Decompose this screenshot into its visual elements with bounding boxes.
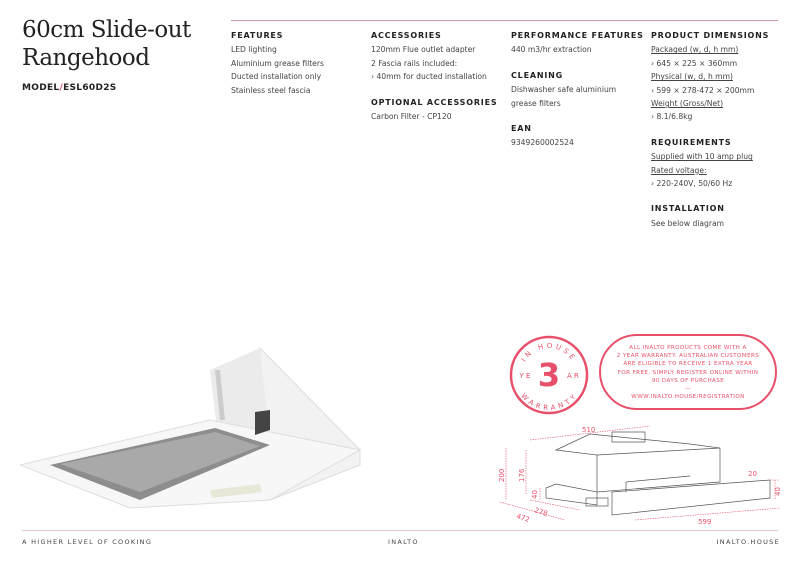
footer-tagline: A HIGHER LEVEL OF COOKING <box>22 538 153 546</box>
stamp-top-text: IN HOUSE <box>520 341 578 364</box>
weight-value: › 8.1/6.8kg <box>651 112 693 122</box>
feature-item: Ducted installation only <box>231 72 322 82</box>
packaged-label: Packaged (w, d, h mm) <box>651 45 739 55</box>
stamp-right-text: A R <box>567 372 579 380</box>
dim-510: 510 <box>582 426 596 434</box>
feature-item: Stainless steel fascia <box>231 85 311 95</box>
model-label: MODEL <box>22 83 60 93</box>
dim-176: 176 <box>518 468 526 482</box>
voltage-label: Rated voltage: <box>651 165 707 175</box>
model-number <box>22 83 117 93</box>
dimensions-heading: PRODUCT DIMENSIONS <box>651 31 770 40</box>
accessory-item: 2 Fascia rails included: <box>371 58 458 68</box>
performance-section <box>511 29 644 150</box>
model-separator: / <box>59 83 64 93</box>
rangehood-product-image <box>20 340 365 515</box>
warranty-line: FOR FREE, SIMPLY REGISTER ONLINE WITHIN <box>617 369 759 376</box>
optional-accessory-item: Carbon Filter - CP120 <box>371 112 452 122</box>
dimensions-section <box>651 29 769 230</box>
warranty-url[interactable]: WWW.INALTO.HOUSE/REGISTRATION <box>631 394 745 401</box>
plug-text: Supplied with 10 amp plug <box>651 152 753 162</box>
footer-logo: INALTO <box>388 538 419 546</box>
requirements-heading: REQUIREMENTS <box>651 137 732 147</box>
accessory-item: 120mm Flue outlet adapter <box>371 45 476 55</box>
feature-item: Aluminium grease filters <box>231 58 324 68</box>
ean-value: 9349260002524 <box>511 138 574 148</box>
cleaning-item: grease filters <box>511 98 561 108</box>
physical-label: Physical (w, d, h mm) <box>651 72 733 82</box>
dim-20: 20 <box>748 470 757 478</box>
features-section <box>231 29 324 97</box>
cleaning-item: Dishwasher safe aluminium <box>511 85 617 95</box>
warranty-line: 90 DAYS OF PURCHASE <box>651 377 725 384</box>
accessories-heading: ACCESSORIES <box>371 31 442 40</box>
footer-divider <box>22 530 778 531</box>
warranty-line: 2 YEAR WARRANTY. AUSTRALIAN CUSTOMERS <box>616 353 760 360</box>
dim-278: 278 <box>533 506 549 519</box>
model-value: ESL60D2S <box>63 83 117 93</box>
footer-website[interactable]: INALTO.HOUSE <box>716 538 780 546</box>
warranty-dash: — <box>685 386 691 393</box>
optional-accessories-heading: OPTIONAL ACCESSORIES <box>371 97 498 107</box>
stamp-number: 3 <box>537 356 561 394</box>
dim-40-left: 40 <box>531 490 539 499</box>
dim-599: 599 <box>698 518 712 526</box>
performance-item: 440 m3/hr extraction <box>511 45 592 55</box>
svg-text:WARRANTY <box>519 392 579 412</box>
accessory-item: › 40mm for ducted installation <box>371 72 487 82</box>
warranty-line: ALL INALTO PRODUCTS COME WITH A <box>629 345 747 351</box>
warranty-stamp <box>508 334 590 416</box>
voltage-value: › 220-240V, 50/60 Hz <box>651 179 733 189</box>
installation-heading: INSTALLATION <box>651 204 725 214</box>
ean-heading: EAN <box>511 124 532 134</box>
packaged-value: › 645 × 225 × 360mm <box>651 58 738 68</box>
weight-label: Weight (Gross/Net) <box>651 99 724 109</box>
installation-diagram <box>490 420 802 530</box>
features-heading: FEATURES <box>231 31 284 40</box>
accessories-section <box>371 29 497 123</box>
physical-value: › 599 × 278-472 × 200mm <box>651 85 755 95</box>
performance-heading: PERFORMANCE FEATURES <box>511 31 644 40</box>
dim-200: 200 <box>498 468 506 482</box>
stamp-left-text: Y E <box>519 372 531 380</box>
warranty-line: ARE ELIGIBLE TO RECEIVE 1 EXTRA YEAR <box>623 361 753 368</box>
installation-text: See below diagram <box>651 218 725 228</box>
divider <box>231 20 778 21</box>
product-title: 60cm Slide-out Rangehood <box>22 17 191 71</box>
stamp-bottom-text: WARRANTY <box>519 391 579 413</box>
feature-item: LED lighting <box>231 45 277 55</box>
dim-40-right: 40 <box>774 487 782 496</box>
dim-472: 472 <box>515 512 531 525</box>
warranty-info <box>599 334 777 410</box>
cleaning-heading: CLEANING <box>511 70 563 80</box>
